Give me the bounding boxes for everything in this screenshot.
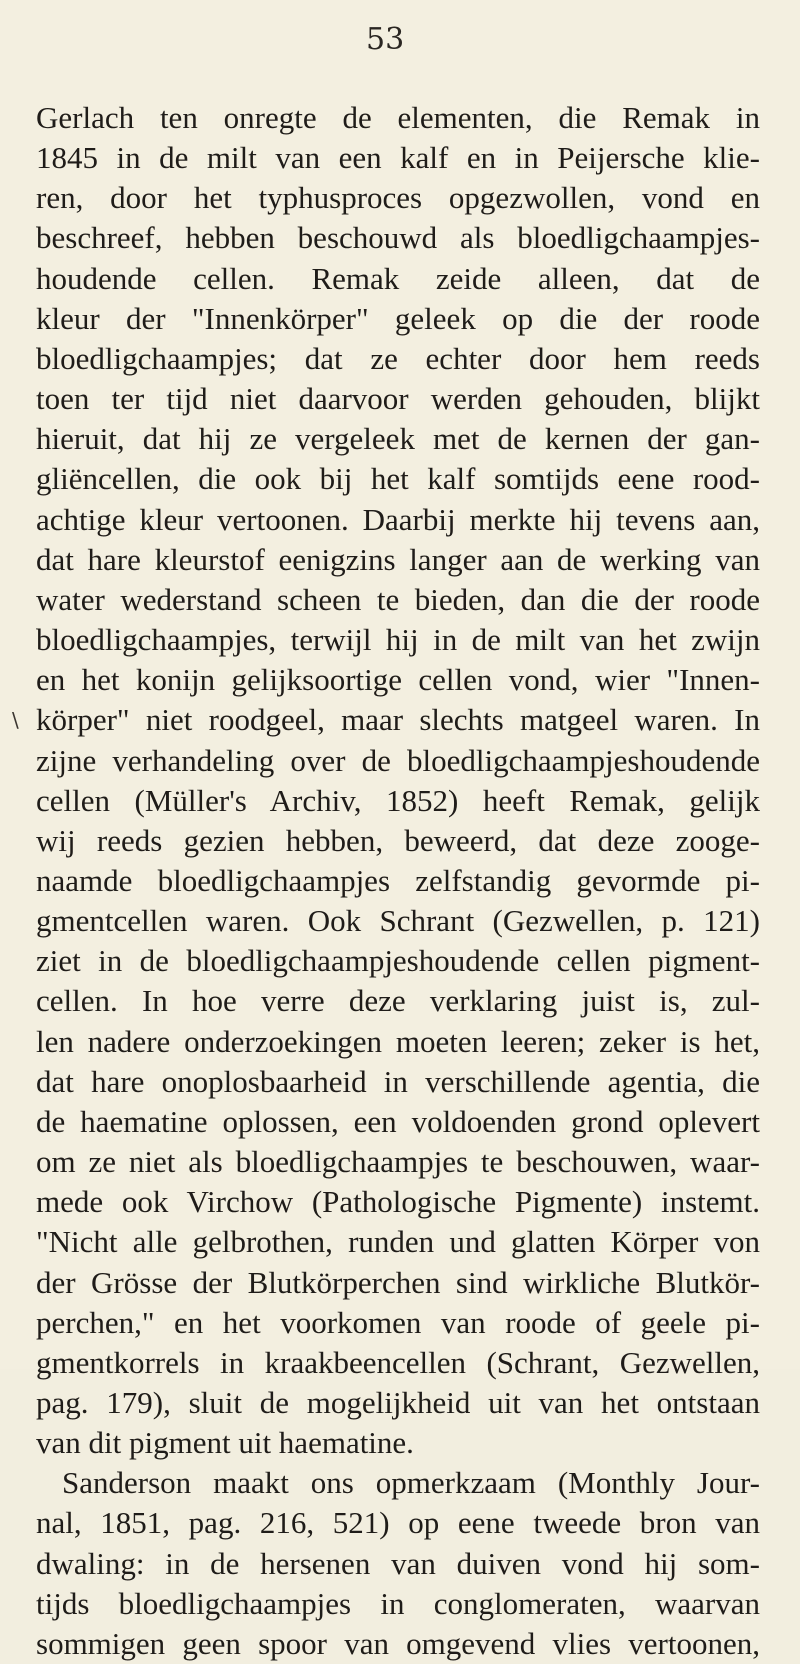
text-line: Gerlach ten onregte de elementen, die Remak in <box>36 100 760 135</box>
paragraph <box>36 98 760 1463</box>
text-line: en het konijn gelijksoortige cellen vond, wier "Innen- <box>36 662 760 698</box>
text-line: dat hare onoplosbaarheid in verschillende agentia, die <box>36 1063 760 1099</box>
text-line: nal, 1851, pag. 216, 521) op eene tweede bron van <box>36 1505 760 1541</box>
text-line: mede ook Virchow (Pathologische Pigmente) instemt. <box>36 1184 760 1220</box>
margin-mark: \ <box>12 708 19 732</box>
text-line: Sanderson maakt ons opmerkzaam (Monthly Jour- <box>62 1465 760 1501</box>
text-line: houdende cellen. Remak zeide alleen, dat de <box>36 260 760 296</box>
text-line: toen ter tijd niet daarvoor werden gehouden, blijkt <box>36 381 760 417</box>
text-line: tijds bloedligchaampjes in conglomeraten, waarvan <box>36 1585 760 1621</box>
text-line: dat hare kleurstof eenigzins langer aan de werking van <box>36 541 760 577</box>
text-line: der Grösse der Blutkörperchen sind wirkliche Blutkör- <box>36 1264 760 1300</box>
text-line: gliëncellen, die ook bij het kalf somtijds eene rood- <box>36 461 760 497</box>
text-line: achtige kleur vertoonen. Daarbij merkte hij tevens aan, <box>36 501 760 537</box>
text-line: perchen," en het voorkomen van roode of geele pi- <box>36 1304 760 1340</box>
text-line: ren, door het typhusproces opgezwollen, vond en <box>36 180 760 216</box>
text-line: om ze niet als bloedligchaampjes te beschouwen, waar- <box>36 1144 760 1180</box>
text-line: bloedligchaampjes; dat ze echter door hem reeds <box>36 340 760 376</box>
paragraph <box>36 1463 760 1664</box>
text-line: hieruit, dat hij ze vergeleek met de kernen der gan- <box>36 421 760 457</box>
body-text <box>36 98 760 1664</box>
text-line: cellen. In hoe verre deze verklaring juist is, zul- <box>36 983 760 1019</box>
text-line: len nadere onderzoekingen moeten leeren; zeker is het, <box>36 1023 760 1059</box>
text-line: zijne verhandeling over de bloedligchaampjeshoudende <box>36 742 760 778</box>
text-line: naamde bloedligchaampjes zelfstandig gevormde pi- <box>36 862 760 898</box>
text-line: van dit pigment uit haematine. <box>36 1425 414 1461</box>
text-line: kleur der "Innenkörper" geleek op die der roode <box>36 300 760 336</box>
text-line: "Nicht alle gelbrothen, runden und glatten Körper von <box>36 1224 760 1260</box>
text-line: cellen (Müller's Archiv, 1852) heeft Remak, gelijk <box>36 782 760 818</box>
text-line: beschreef, hebben beschouwd als bloedligchaampjes- <box>36 220 760 256</box>
text-line: gmentcellen waren. Ook Schrant (Gezwellen, p. 121) <box>36 903 760 939</box>
text-line: 1845 in de milt van een kalf en in Peijersche klie- <box>36 140 760 176</box>
text-line: water wederstand scheen te bieden, dan die der roode <box>36 581 760 617</box>
text-line: sommigen geen spoor van omgevend vlies vertoonen, <box>36 1625 760 1661</box>
text-line: de haematine oplossen, een voldoenden grond oplevert <box>36 1103 760 1139</box>
text-line: pag. 179), sluit de mogelijkheid uit van het ontstaan <box>36 1385 760 1420</box>
page-number: 53 <box>366 22 405 57</box>
text-line: körper" niet roodgeel, maar slechts matgeel waren. In <box>36 702 760 738</box>
text-line: gmentkorrels in kraakbeencellen (Schrant, Gezwellen, <box>36 1344 760 1380</box>
text-line: dwaling: in de hersenen van duiven vond hij som- <box>36 1545 760 1581</box>
text-line: bloedligchaampjes, terwijl hij in de milt van het zwijn <box>36 622 760 658</box>
text-line: ziet in de bloedligchaampjeshoudende cellen pigment- <box>36 943 760 979</box>
text-line: wij reeds gezien hebben, beweerd, dat deze zooge- <box>36 822 760 858</box>
